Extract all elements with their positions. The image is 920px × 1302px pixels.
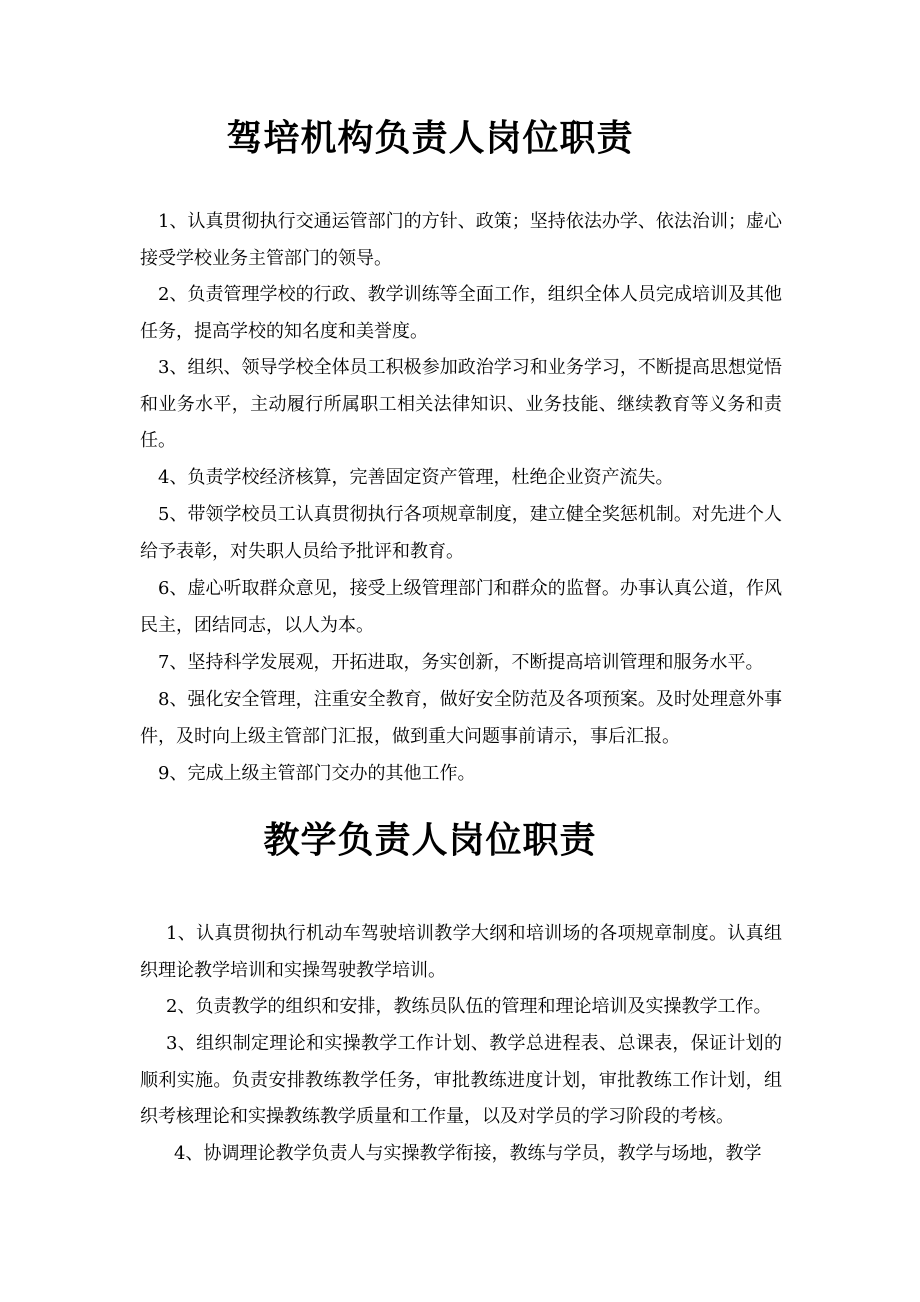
section-2-item-3: 3、组织制定理论和实操教学工作计划、教学总进程表、总课表，保证计划的顺利实施。负责安排教练教学任务，审批教练进度计划，审批教练工作计划，组织考核理论和实操教练教学质量和工作量，以及对学员的学习阶段的考核。: [140, 1033, 782, 1127]
section-1-item-2: 2、负责管理学校的行政、教学训练等全面工作，组织全体人员完成培训及其他任务，提高学校的知名度和美誉度。: [140, 284, 782, 342]
section-1-item-9: 9、完成上级主管部门交办的其他工作。: [158, 763, 476, 784]
section-1-item-5: 5、带领学校员工认真贯彻执行各项规章制度，建立健全奖惩机制。对先进个人给予表彰，对失职人员给予批评和教育。: [140, 504, 782, 562]
section-2-item-2: 2、负责教学的组织和安排，教练员队伍的管理和理论培训及实操教学工作。: [166, 996, 772, 1017]
section-1-item-7: 7、坚持科学发展观，开拓进取，务实创新，不断提高培训管理和服务水平。: [158, 652, 764, 673]
section-1-item-4: 4、负责学校经济核算，完善固定资产管理，杜绝企业资产流失。: [158, 467, 674, 488]
section-1-item-3: 3、组织、领导学校全体员工积极参加政治学习和业务学习，不断提高思想觉悟和业务水平，主动履行所属职工相关法律知识、业务技能、继续教育等义务和责任。: [140, 357, 782, 451]
section-2-item-4: 4、协调理论教学负责人与实操教学衔接，教练与学员，教学与场地，教学: [174, 1143, 762, 1164]
section-1-title: 驾培机构负责人岗位职责: [226, 117, 634, 159]
section-2-title: 教学负责人岗位职责: [263, 819, 597, 861]
section-1-item-6: 6、虚心听取群众意见，接受上级管理部门和群众的监督。办事认真公道，作风民主，团结同志，以人为本。: [140, 578, 782, 636]
section-1-item-8: 8、强化安全管理，注重安全教育，做好安全防范及各项预案。及时处理意外事件，及时向上级主管部门汇报，做到重大问题事前请示，事后汇报。: [140, 689, 782, 747]
section-2-item-1: 1、认真贯彻执行机动车驾驶培训教学大纲和培训场的各项规章制度。认真组织理论教学培训和实操驾驶教学培训。: [140, 923, 782, 981]
section-1-item-1: 1、认真贯彻执行交通运管部门的方针、政策；坚持依法办学、依法治训；虚心接受学校业务主管部门的领导。: [140, 211, 782, 269]
